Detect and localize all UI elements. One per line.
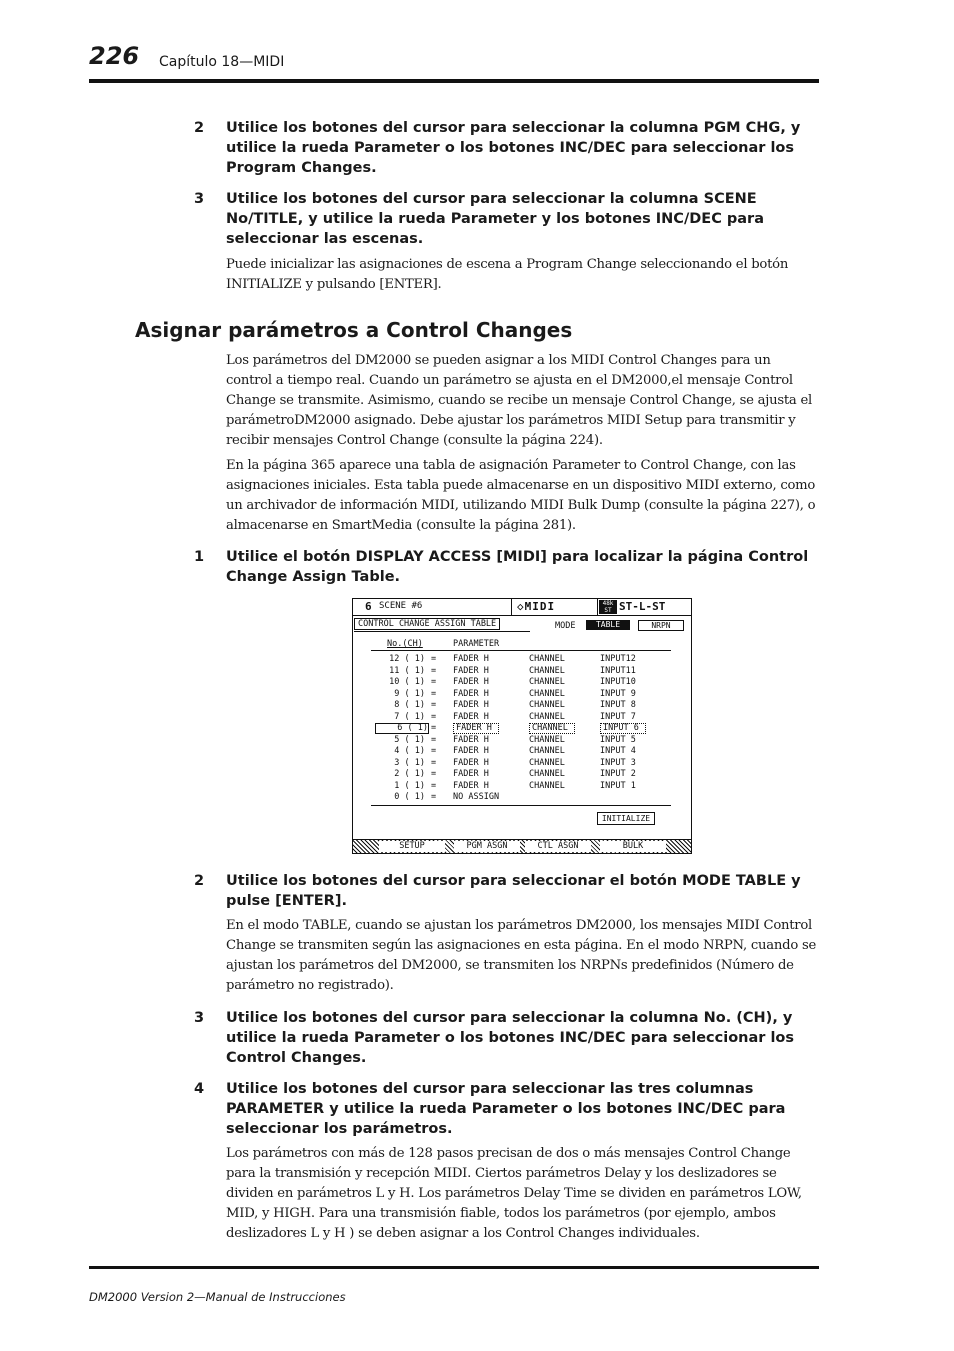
step-number: 3 <box>194 1010 205 1026</box>
cell-eq: = <box>431 654 437 664</box>
cell-param-1[interactable]: NO ASSIGN <box>453 792 500 802</box>
cell-eq: = <box>431 734 437 745</box>
chapter-title: Capítulo 18—MIDI <box>159 54 285 70</box>
cell-param-3[interactable]: INPUT 4 <box>600 746 636 756</box>
paragraph-initialize: Puede inicializar las asignaciones de escena a Program Change seleccionando el botón INITIALIZE y pulsando [ENTER]. <box>226 257 789 292</box>
cell-eq: = <box>431 792 437 802</box>
mode-table-button[interactable]: TABLE <box>586 620 630 630</box>
cell-param-2[interactable]: CHANNEL <box>529 677 565 687</box>
paragraph-intro: Los parámetros del DM2000 se pueden asignar a los MIDI Control Changes para un control a tiempo real. Cuando un parámetro se ajusta en el DM2000,el mensaje Control Change se transmite. Asimismo, cuando se recibe un mensaje Control Change, se ajusta el parámetroDM2000 asignado. Debe ajustar los parámetros MIDI Setup para transmitir y recibir mensajes Control Change (consulte la página 224). <box>226 353 812 448</box>
cell-no[interactable]: 7 ( 1) <box>394 711 425 722</box>
cell-param-1[interactable]: FADER H <box>453 677 489 687</box>
page-tabs <box>353 839 691 854</box>
cell-param-1[interactable]: FADER H <box>453 723 499 734</box>
cell-param-3[interactable]: INPUT 8 <box>600 700 636 710</box>
cell-param-1[interactable]: FADER H <box>453 688 489 699</box>
step-text: Utilice los botones del cursor para seleccionar las tres columnas PARAMETER y utilice la rueda Parameter o los botones INC/DEC para seleccionar los parámetros. <box>226 1081 786 1137</box>
cell-no[interactable]: 3 ( 1) <box>394 757 425 768</box>
table-row[interactable] <box>353 758 691 769</box>
cell-eq: = <box>431 769 437 779</box>
cell-param-3[interactable]: INPUT 7 <box>600 711 636 722</box>
step-text: Utilice los botones del cursor para seleccionar la columna No. (CH), y utilice la rueda Parameter o los botones INC/DEC para seleccionar los Control Changes. <box>226 1010 795 1066</box>
step-text: Utilice los botones del cursor para seleccionar la columna SCENE No/TITLE, y utilice la rueda Parameter y los botones INC/DEC para seleccionar las escenas. <box>226 191 764 247</box>
footer-rule <box>89 1266 819 1269</box>
step-text: Utilice los botones del cursor para seleccionar la columna PGM CHG, y utilice la rueda Parameter o los botones INC/DEC para seleccionar los Program Changes. <box>226 120 801 176</box>
cell-param-1[interactable]: FADER H <box>453 734 489 745</box>
mode-nrpn-button[interactable]: NRPN <box>638 620 684 631</box>
step-text: Utilice los botones del cursor para seleccionar el botón MODE TABLE y pulse [ENTER]. <box>226 873 801 909</box>
column-rule <box>371 650 671 651</box>
tab-pgm-asgn[interactable]: PGM ASGN <box>454 841 520 852</box>
cell-param-1[interactable]: FADER H <box>453 711 489 722</box>
header-divider <box>597 599 598 615</box>
cell-eq: = <box>431 700 437 710</box>
cell-no[interactable]: 0 ( 1) <box>394 792 425 802</box>
table-bottom-rule <box>371 805 671 806</box>
cell-eq: = <box>431 746 437 756</box>
column-header-parameter: PARAMETER <box>453 639 500 649</box>
step-text: Utilice el botón DISPLAY ACCESS [MIDI] para localizar la página Control Change Assign Table. <box>226 549 809 585</box>
table-row[interactable] <box>353 781 691 792</box>
cell-param-1[interactable]: FADER H <box>453 769 489 779</box>
cell-param-1[interactable]: FADER H <box>453 654 489 664</box>
table-row[interactable] <box>353 654 691 665</box>
tab-ctl-asgn[interactable]: CTL ASGN <box>525 841 591 852</box>
cell-param-2[interactable]: CHANNEL <box>529 780 565 791</box>
cell-param-2[interactable]: CHANNEL <box>529 723 575 734</box>
footer-text: DM2000 Version 2—Manual de Instrucciones <box>89 1290 346 1304</box>
cell-param-2[interactable]: CHANNEL <box>529 700 565 710</box>
table-row[interactable] <box>353 712 691 723</box>
cell-param-2[interactable]: CHANNEL <box>529 757 565 768</box>
cell-no[interactable]: 10 ( 1) <box>389 677 425 687</box>
cell-param-3[interactable]: INPUT12 <box>600 654 636 664</box>
table-row[interactable] <box>353 735 691 746</box>
cell-no[interactable]: 11 ( 1) <box>389 665 425 676</box>
cell-param-3[interactable]: INPUT 1 <box>600 780 636 791</box>
step-number: 2 <box>194 120 205 136</box>
paragraph-table-info: En la página 365 aparece una tabla de asignación Parameter to Control Change, con las asignaciones iniciales. Esta tabla puede almacenarse en un dispositivo MIDI externo, como un archivador de información MIDI, utilizando MIDI Bulk Dump (consulte la página 227), o almacenarse en SmartMedia (consulte la página 281). <box>226 458 816 533</box>
table-row[interactable] <box>353 700 691 711</box>
header-divider <box>511 599 512 615</box>
table-row[interactable] <box>353 677 691 688</box>
cell-param-2[interactable]: CHANNEL <box>529 688 565 699</box>
header-rule <box>89 79 819 83</box>
cell-param-3[interactable]: INPUT10 <box>600 677 636 687</box>
cell-no[interactable]: 8 ( 1) <box>394 700 425 710</box>
mode-label: MODE <box>555 621 576 631</box>
cell-param-2[interactable]: CHANNEL <box>529 711 565 722</box>
cell-param-1[interactable]: FADER H <box>453 746 489 756</box>
cell-eq: = <box>431 665 437 676</box>
cell-eq: = <box>431 677 437 687</box>
tab-bulk[interactable]: BULK <box>600 841 666 852</box>
cell-param-2[interactable]: CHANNEL <box>529 769 565 779</box>
table-row[interactable] <box>353 689 691 700</box>
cell-param-3[interactable]: INPUT 2 <box>600 769 636 779</box>
paragraph-parameter-steps: Los parámetros con más de 128 pasos precisan de dos o más mensajes Control Change para la transmisión y recepción MIDI. Ciertos parámetros Delay y los deslizadores se dividen en parámetros L y H. Los parámetros Delay Time se dividen en parámetros LOW, MID, y HIGH. Para una transmisión fiable, todos los parámetros (por ejemplo, ambos deslizadores L y H ) se deben asignar a los Control Changes individuales. <box>226 1146 802 1241</box>
cell-eq: = <box>431 688 437 699</box>
scene-name: SCENE #6 <box>379 601 423 611</box>
scene-number: 6 <box>365 600 372 613</box>
cell-param-3[interactable]: INPUT 6 <box>600 723 646 734</box>
table-row[interactable] <box>353 792 691 803</box>
cell-param-3[interactable]: INPUT 5 <box>600 734 636 745</box>
table-row[interactable] <box>353 769 691 780</box>
cell-param-3[interactable]: INPUT11 <box>600 665 636 676</box>
sample-rate-icon: 48k ST <box>599 600 617 614</box>
table-row-selected[interactable] <box>353 723 691 734</box>
step-number: 4 <box>194 1081 205 1097</box>
cell-no[interactable]: 1 ( 1) <box>394 780 425 791</box>
table-row[interactable] <box>353 746 691 757</box>
cell-eq: = <box>431 780 437 791</box>
cell-no[interactable]: 4 ( 1) <box>394 746 425 756</box>
paragraph-mode-explanation: En el modo TABLE, cuando se ajustan los parámetros DM2000, los mensajes MIDI Control Change se transmiten según las asignaciones en esta página. En el modo NRPN, cuando se ajustan los parámetros del DM2000, se transmiten los NRPNs predefinidos (Número de parámetro no registrado). <box>226 918 817 993</box>
page-number: 226 <box>89 42 140 70</box>
column-header-no-ch: No.(CH) <box>387 639 423 649</box>
step-number: 2 <box>194 873 205 889</box>
cell-no[interactable]: 2 ( 1) <box>394 769 425 779</box>
cell-eq: = <box>431 711 437 722</box>
cell-param-2[interactable]: CHANNEL <box>529 665 565 676</box>
section-heading: Asignar parámetros a Control Changes <box>135 318 573 342</box>
lcd-screen-control-change-assign <box>352 598 692 854</box>
cell-no[interactable]: 12 ( 1) <box>389 654 425 664</box>
title-rule <box>354 631 530 632</box>
cell-no[interactable]: 5 ( 1) <box>394 734 425 745</box>
selected-channel: ST-L-ST <box>619 600 666 613</box>
tab-setup[interactable]: SETUP <box>379 841 445 852</box>
table-row[interactable] <box>353 666 691 677</box>
cell-param-1[interactable]: FADER H <box>453 665 489 676</box>
cell-param-2[interactable]: CHANNEL <box>529 654 565 664</box>
page-name-midi: ◇MIDI <box>517 600 556 613</box>
cell-param-2[interactable]: CHANNEL <box>529 746 565 756</box>
step-number: 1 <box>194 549 205 565</box>
lcd-header <box>353 599 691 616</box>
cell-param-1[interactable]: FADER H <box>453 757 489 768</box>
cell-no[interactable]: 9 ( 1) <box>394 688 425 699</box>
cell-param-2[interactable]: CHANNEL <box>529 734 565 745</box>
cell-eq: = <box>431 723 437 733</box>
cell-param-1[interactable]: FADER H <box>453 700 489 710</box>
initialize-button[interactable]: INITIALIZE <box>597 812 655 825</box>
cell-no-cursor[interactable]: 6 ( 1) <box>375 723 429 734</box>
cell-param-3[interactable]: INPUT 3 <box>600 757 636 768</box>
cell-eq: = <box>431 757 437 768</box>
step-number: 3 <box>194 191 205 207</box>
cell-param-1[interactable]: FADER H <box>453 780 489 791</box>
cell-param-3[interactable]: INPUT 9 <box>600 688 636 699</box>
page-title: CONTROL CHANGE ASSIGN TABLE <box>354 618 500 630</box>
